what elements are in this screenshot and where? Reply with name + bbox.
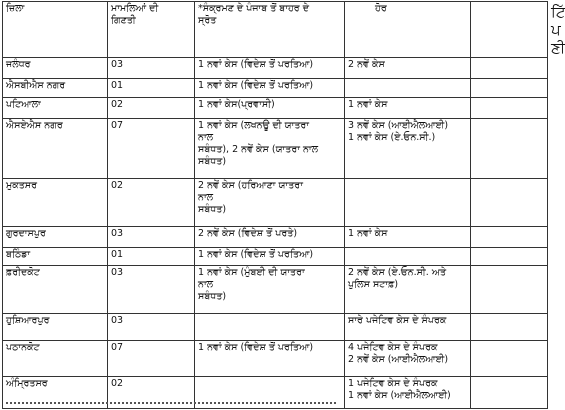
count-cell: 07 xyxy=(108,341,195,377)
table-row xyxy=(3,119,548,179)
header-district: ਜ਼ਿਲਾ xyxy=(3,2,108,58)
other-cell: 1 ਨਵਾਂ ਕੇਸ xyxy=(345,98,471,119)
other-cell: 1 ਨਵਾਂ ਕੇਸ xyxy=(345,227,471,248)
other-cell: ਸਾਰੇ ਪਜੇਟਿਵ ਕੇਸ ਦੇ ਸੰਪਰਕ xyxy=(345,314,471,341)
other-cell xyxy=(345,248,471,266)
empty-cell xyxy=(471,227,548,248)
table-row xyxy=(3,227,548,248)
count-cell: 01 xyxy=(108,248,195,266)
district-cell: ਪਠਾਨਕੋਟ xyxy=(3,341,108,377)
header-empty xyxy=(471,2,548,58)
source-cell: 1 ਨਵਾਂ ਕੇਸ (ਮੁੰਬਈ ਦੀ ਯਾਤਰਾ ਨਾਲ ਸਬੰਧਤ) xyxy=(195,266,345,314)
district-cell: ਪਟਿਆਲਾ xyxy=(3,98,108,119)
count-cell: 03 xyxy=(108,314,195,341)
count-cell: 02 xyxy=(108,98,195,119)
other-cell xyxy=(345,79,471,98)
table-row xyxy=(3,79,548,98)
district-cell: ਬਠਿੰਡਾ xyxy=(3,248,108,266)
other-cell: 3 ਨਵੇਂ ਕੇਸ (ਆਈਐਲਆਈ) 1 ਨਵਾਂ ਕੇਸ (ਏ.ਓਨ.ਸੀ.) xyxy=(345,119,471,179)
empty-cell xyxy=(471,79,548,98)
table-row xyxy=(3,179,548,227)
district-cell: ਐਸਬੀਐਸ ਨਗਰ xyxy=(3,79,108,98)
district-cell: ਗੁਰਦਾਸਪੁਰ xyxy=(3,227,108,248)
count-cell: 01 xyxy=(108,79,195,98)
district-cell: ਮੁਕਤਸਰ xyxy=(3,179,108,227)
empty-cell xyxy=(471,179,548,227)
source-cell: 1 ਨਵਾਂ ਕੇਸ(ਪ੍ਰਵਾਸੀ) xyxy=(195,98,345,119)
source-cell: 2 ਨਵੇਂ ਕੇਸ (ਵਿਦੇਸ਼ ਤੋਂ ਪਰਤੇ) xyxy=(195,227,345,248)
table-row xyxy=(3,58,548,79)
other-cell: 1 ਪਜੇਟਿਵ ਕੇਸ ਦੇ ਸੰਪਰਕ 1 ਨਵਾਂ ਕੇਸ (ਆਈਐਲਆਈ) xyxy=(345,377,471,409)
empty-cell xyxy=(471,119,548,179)
count-cell: 02 xyxy=(108,179,195,227)
count-cell: 07 xyxy=(108,119,195,179)
count-cell: 03 xyxy=(108,266,195,314)
district-cell: ਫ਼ਰੀਦਕੋਟ xyxy=(3,266,108,314)
count-cell: 03 xyxy=(108,58,195,79)
district-cell: ਅੰਮ੍ਰਿਤਸਰ xyxy=(3,377,108,409)
header-other: ਹੋਰ xyxy=(345,2,471,58)
district-cell: ਹੁਸ਼ਿਆਰਪੁਰ xyxy=(3,314,108,341)
empty-cell xyxy=(471,314,548,341)
empty-cell xyxy=(471,377,548,409)
table-row xyxy=(3,266,548,314)
source-cell: 1 ਨਵਾਂ ਕੇਸ (ਵਿਦੇਸ਼ ਤੋਂ ਪਰਤਿਆ) xyxy=(195,341,345,377)
other-cell: 2 ਨਵੇਂ ਕੇਸ (ਏ.ਓਨ.ਸੀ. ਅਤੇ ਪੁਲਿਸ ਸਟਾਫ਼) xyxy=(345,266,471,314)
header-count: ਮਾਮਲਿਆਂ ਦੀ ਗਿਣਤੀ xyxy=(108,2,195,58)
count-cell: 03 xyxy=(108,227,195,248)
table-row xyxy=(3,341,548,377)
other-cell: 4 ਪਜੇਟਿਵ ਕੇਸ ਦੇ ਸੰਪਰਕ 2 ਨਵੇਂ ਕੇਸ (ਆਈਐਲਆਈ) xyxy=(345,341,471,377)
page-bottom-rule xyxy=(6,402,336,404)
source-cell: 1 ਨਵਾਂ ਕੇਸ (ਵਿਦੇਸ਼ ਤੋਂ ਪਰਤਿਆ) xyxy=(195,79,345,98)
header-source: *ਸੰਕ੍ਰਮਣ ਦੇ ਪੰਜਾਬ ਤੋਂ ਬਾਹਰ ਦੇ ਸ੍ਰੋਤ xyxy=(195,2,345,58)
source-cell: 1 ਨਵਾਂ ਕੇਸ (ਲਖਨਊ ਦੀ ਯਾਤਰਾ ਨਾਲ ਸਬੰਧਤ), 2 ਨਵੇਂ ਕੇਸ (ਯਾਤਰਾ ਨਾਲ ਸਬੰਧਤ) xyxy=(195,119,345,179)
source-cell: 1 ਨਵਾਂ ਕੇਸ (ਵਿਦੇਸ਼ ਤੋਂ ਪਰਤਿਆ) xyxy=(195,248,345,266)
table-row xyxy=(3,248,548,266)
source-cell xyxy=(195,314,345,341)
other-cell: 2 ਨਵੇਂ ਕੇਸ xyxy=(345,58,471,79)
other-cell xyxy=(345,179,471,227)
district-cases-table: ਜ਼ਿਲਾ ਮਾਮਲਿਆਂ ਦੀ ਗਿਣਤੀ *ਸੰਕ੍ਰਮਣ ਦੇ ਪੰਜਾਬ ਤੋਂ ਬਾਹਰ ਦੇ ਸ੍ਰੋਤ ਹੋਰ ਟਿੱਪਣੀ ਜਲੰਧਰ 03 1 ਨਵਾਂ ਕੇਸ (ਵਿਦੇਸ਼ ਤੋਂ ਪਰਤਿਆ) 2 ਨਵੇਂ ਕੇਸ ਐਸਬੀਐਸ ਨਗਰ 01 1 ਨਵਾਂ ਕੇਸ (ਵਿਦੇਸ਼ ਤੋਂ ਪਰਤਿਆ) ਪਟਿਆਲਾ 02 1 ਨਵਾਂ ਕੇਸ(ਪ੍ਰਵਾਸੀ) 1 ਨਵਾਂ ਕੇਸ ਐਸਏਐਸ ਨਗਰ 07 1 ਨਵਾਂ ਕੇਸ (ਲਖਨਊ ਦੀ ਯਾਤਰਾ ਨਾਲ ਸਬੰਧਤ), 2 ਨਵੇਂ ਕੇਸ (ਯਾਤਰਾ ਨਾਲ ਸਬੰਧਤ) 3 ਨਵੇਂ ਕੇਸ (ਆਈਐਲਆਈ) 1 ਨਵਾਂ ਕੇਸ (ਏ.ਓਨ.ਸੀ.) ਮੁਕਤਸਰ 02 2 ਨਵੇਂ ਕੇਸ (ਹਰਿਆਣਾ ਯਾਤਰਾ ਨਾਲ ਸਬੰਧਤ) ਗੁਰਦਾਸਪੁਰ 03 2 ਨਵੇਂ ਕੇਸ (ਵਿਦੇਸ਼ ਤੋਂ ਪਰਤੇ) 1 ਨਵਾਂ ਕੇਸ ਬਠਿੰਡਾ 01 1 ਨਵਾਂ ਕੇਸ (ਵਿਦੇਸ਼ ਤੋਂ ਪਰਤਿਆ) ਫ਼ਰੀਦਕੋਟ 03 1 ਨਵਾਂ ਕੇਸ (ਮੁੰਬਈ ਦੀ ਯਾਤਰਾ ਨਾਲ ਸਬੰਧਤ) 2 ਨਵੇਂ ਕੇਸ (ਏ.ਓਨ.ਸੀ. ਅਤੇ ਪੁਲਿਸ ਸਟਾਫ਼) ਹੁਸ਼ਿਆਰਪੁਰ 03 ਸਾਰੇ ਪਜੇਟਿਵ ਕੇਸ ਦੇ ਸੰਪਰਕ ਪਠਾਨਕੋਟ 07 1 ਨਵਾਂ ਕੇਸ (ਵਿਦੇਸ਼ ਤੋਂ ਪਰਤਿਆ) 4 ਪਜੇਟਿਵ ਕੇਸ ਦੇ ਸੰਪਰਕ 2 ਨਵੇਂ ਕੇਸ (ਆਈਐਲਆਈ) ਅੰਮ੍ਰਿਤਸਰ 02 1 ਪਜੇਟਿਵ ਕੇਸ ਦੇ ਸੰਪਰਕ 1 ਨਵਾਂ ਕੇਸ (ਆਈਐਲਆਈ) xyxy=(2,1,548,409)
table-row xyxy=(3,314,548,341)
empty-cell xyxy=(471,266,548,314)
count-cell: 02 xyxy=(108,377,195,409)
empty-cell xyxy=(471,58,548,79)
district-cell: ਐਸਏਐਸ ਨਗਰ xyxy=(3,119,108,179)
table-row xyxy=(3,98,548,119)
empty-cell xyxy=(471,98,548,119)
empty-cell xyxy=(471,248,548,266)
source-cell: 2 ਨਵੇਂ ਕੇਸ (ਹਰਿਆਣਾ ਯਾਤਰਾ ਨਾਲ ਸਬੰਧਤ) xyxy=(195,179,345,227)
source-cell: 1 ਨਵਾਂ ਕੇਸ (ਵਿਦੇਸ਼ ਤੋਂ ਪਰਤਿਆ) xyxy=(195,58,345,79)
empty-cell xyxy=(471,341,548,377)
district-cell: ਜਲੰਧਰ xyxy=(3,58,108,79)
